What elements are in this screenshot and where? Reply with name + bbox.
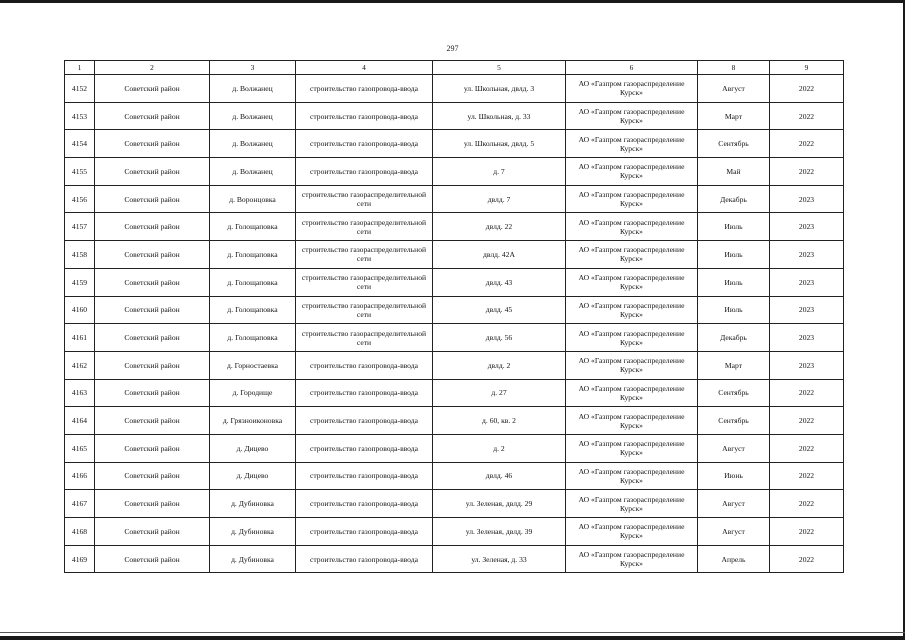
organization-cell: АО «Газпром газораспределение Курск»	[566, 407, 698, 435]
locality-cell: д. Волжанец	[210, 75, 296, 103]
year-cell: 2022	[770, 518, 844, 546]
year-cell: 2022	[770, 75, 844, 103]
month-cell: Август	[698, 490, 770, 518]
work-type-cell: строительство газопровода-ввода	[296, 545, 433, 573]
organization-cell: АО «Газпром газораспределение Курск»	[566, 102, 698, 130]
district-cell: Советский район	[95, 75, 210, 103]
work-type-cell: строительство газораспределительной сети	[296, 324, 433, 352]
table-row	[65, 545, 844, 573]
work-type-cell: строительство газопровода-ввода	[296, 434, 433, 462]
column-header: 9	[770, 61, 844, 75]
table-row	[65, 130, 844, 158]
work-type-cell: строительство газопровода-ввода	[296, 75, 433, 103]
row-number-cell: 4169	[65, 545, 95, 573]
address-cell: ул. Зеленая, д. 33	[433, 545, 566, 573]
district-cell: Советский район	[95, 518, 210, 546]
table-row	[65, 324, 844, 352]
district-cell: Советский район	[95, 407, 210, 435]
month-cell: Август	[698, 434, 770, 462]
month-cell: Сентябрь	[698, 379, 770, 407]
address-cell: д. 27	[433, 379, 566, 407]
locality-cell: д. Голощаповка	[210, 213, 296, 241]
row-number-cell: 4163	[65, 379, 95, 407]
work-type-cell: строительство газопровода-ввода	[296, 462, 433, 490]
address-cell: д. 2	[433, 434, 566, 462]
district-cell: Советский район	[95, 185, 210, 213]
address-cell: ул. Школьная, д. 33	[433, 102, 566, 130]
table-row	[65, 490, 844, 518]
year-cell: 2022	[770, 407, 844, 435]
district-cell: Советский район	[95, 241, 210, 269]
table-row	[65, 296, 844, 324]
address-cell: двлд. 42А	[433, 241, 566, 269]
organization-cell: АО «Газпром газораспределение Курск»	[566, 324, 698, 352]
locality-cell: д. Волжанец	[210, 158, 296, 186]
work-type-cell: строительство газораспределительной сети	[296, 296, 433, 324]
header-row	[65, 61, 844, 75]
locality-cell: д. Воронцовка	[210, 185, 296, 213]
address-cell: д. 60, кв. 2	[433, 407, 566, 435]
month-cell: Декабрь	[698, 185, 770, 213]
year-cell: 2022	[770, 158, 844, 186]
table-row	[65, 351, 844, 379]
year-cell: 2022	[770, 102, 844, 130]
address-cell: двлд. 43	[433, 268, 566, 296]
column-header: 1	[65, 61, 95, 75]
work-type-cell: строительство газопровода-ввода	[296, 158, 433, 186]
locality-cell: д. Дубиновка	[210, 545, 296, 573]
work-type-cell: строительство газораспределительной сети	[296, 241, 433, 269]
row-number-cell: 4157	[65, 213, 95, 241]
row-number-cell: 4152	[65, 75, 95, 103]
organization-cell: АО «Газпром газораспределение Курск»	[566, 185, 698, 213]
table-row	[65, 407, 844, 435]
district-cell: Советский район	[95, 130, 210, 158]
locality-cell: д. Волжанец	[210, 102, 296, 130]
work-type-cell: строительство газопровода-ввода	[296, 351, 433, 379]
locality-cell: д. Дубиновка	[210, 490, 296, 518]
organization-cell: АО «Газпром газораспределение Курск»	[566, 490, 698, 518]
row-number-cell: 4165	[65, 434, 95, 462]
address-cell: двлд. 45	[433, 296, 566, 324]
year-cell: 2023	[770, 324, 844, 352]
year-cell: 2022	[770, 434, 844, 462]
month-cell: Август	[698, 75, 770, 103]
page-number: 297	[446, 44, 459, 53]
year-cell: 2023	[770, 241, 844, 269]
month-cell: Март	[698, 102, 770, 130]
month-cell: Август	[698, 518, 770, 546]
column-header: 2	[95, 61, 210, 75]
work-type-cell: строительство газопровода-ввода	[296, 130, 433, 158]
year-cell: 2022	[770, 130, 844, 158]
organization-cell: АО «Газпром газораспределение Курск»	[566, 75, 698, 103]
address-cell: ул. Зеленая, двлд. 29	[433, 490, 566, 518]
row-number-cell: 4162	[65, 351, 95, 379]
month-cell: Июль	[698, 296, 770, 324]
row-number-cell: 4158	[65, 241, 95, 269]
work-type-cell: строительство газопровода-ввода	[296, 490, 433, 518]
year-cell: 2022	[770, 490, 844, 518]
district-cell: Советский район	[95, 351, 210, 379]
address-cell: ул. Школьная, двлд. 3	[433, 75, 566, 103]
scan-border-top	[0, 0, 905, 3]
organization-cell: АО «Газпром газораспределение Курск»	[566, 241, 698, 269]
year-cell: 2023	[770, 185, 844, 213]
year-cell: 2023	[770, 296, 844, 324]
column-header: 6	[566, 61, 698, 75]
district-cell: Советский район	[95, 324, 210, 352]
work-type-cell: строительство газопровода-ввода	[296, 407, 433, 435]
row-number-cell: 4159	[65, 268, 95, 296]
district-cell: Советский район	[95, 379, 210, 407]
district-cell: Советский район	[95, 158, 210, 186]
organization-cell: АО «Газпром газораспределение Курск»	[566, 545, 698, 573]
organization-cell: АО «Газпром газораспределение Курск»	[566, 351, 698, 379]
row-number-cell: 4155	[65, 158, 95, 186]
month-cell: Июль	[698, 213, 770, 241]
row-number-cell: 4154	[65, 130, 95, 158]
year-cell: 2023	[770, 213, 844, 241]
organization-cell: АО «Газпром газораспределение Курск»	[566, 130, 698, 158]
month-cell: Июль	[698, 241, 770, 269]
column-header: 4	[296, 61, 433, 75]
month-cell: Декабрь	[698, 324, 770, 352]
scan-border-bottom	[0, 636, 905, 640]
table-row	[65, 434, 844, 462]
organization-cell: АО «Газпром газораспределение Курск»	[566, 434, 698, 462]
month-cell: Май	[698, 158, 770, 186]
locality-cell: д. Грязноиконовка	[210, 407, 296, 435]
district-cell: Советский район	[95, 268, 210, 296]
organization-cell: АО «Газпром газораспределение Курск»	[566, 379, 698, 407]
work-type-cell: строительство газопровода-ввода	[296, 518, 433, 546]
locality-cell: д. Голощаповка	[210, 296, 296, 324]
gasification-table	[64, 60, 844, 573]
month-cell: Сентябрь	[698, 407, 770, 435]
address-cell: двлд. 7	[433, 185, 566, 213]
table-row	[65, 213, 844, 241]
work-type-cell: строительство газораспределительной сети	[296, 213, 433, 241]
locality-cell: д. Дицево	[210, 462, 296, 490]
month-cell: Июль	[698, 268, 770, 296]
table-row	[65, 75, 844, 103]
locality-cell: д. Городище	[210, 379, 296, 407]
table-row	[65, 518, 844, 546]
table-row	[65, 462, 844, 490]
district-cell: Советский район	[95, 434, 210, 462]
locality-cell: д. Голощаповка	[210, 241, 296, 269]
row-number-cell: 4156	[65, 185, 95, 213]
organization-cell: АО «Газпром газораспределение Курск»	[566, 268, 698, 296]
organization-cell: АО «Газпром газораспределение Курск»	[566, 158, 698, 186]
table-body	[65, 75, 844, 573]
row-number-cell: 4153	[65, 102, 95, 130]
district-cell: Советский район	[95, 296, 210, 324]
locality-cell: д. Голощаповка	[210, 324, 296, 352]
work-type-cell: строительство газопровода-ввода	[296, 102, 433, 130]
work-type-cell: строительство газопровода-ввода	[296, 379, 433, 407]
locality-cell: д. Горностаевка	[210, 351, 296, 379]
column-header: 3	[210, 61, 296, 75]
year-cell: 2022	[770, 379, 844, 407]
table-row	[65, 158, 844, 186]
row-number-cell: 4160	[65, 296, 95, 324]
scan-border-bottom-thin	[0, 632, 905, 633]
organization-cell: АО «Газпром газораспределение Курск»	[566, 213, 698, 241]
table-row	[65, 241, 844, 269]
address-cell: ул. Зеленая, двлд. 39	[433, 518, 566, 546]
table-row	[65, 102, 844, 130]
row-number-cell: 4161	[65, 324, 95, 352]
address-cell: двлд. 22	[433, 213, 566, 241]
column-header: 5	[433, 61, 566, 75]
column-header: 8	[698, 61, 770, 75]
month-cell: Сентябрь	[698, 130, 770, 158]
month-cell: Март	[698, 351, 770, 379]
table-row	[65, 185, 844, 213]
district-cell: Советский район	[95, 462, 210, 490]
row-number-cell: 4167	[65, 490, 95, 518]
address-cell: двлд. 46	[433, 462, 566, 490]
work-type-cell: строительство газораспределительной сети	[296, 268, 433, 296]
row-number-cell: 4164	[65, 407, 95, 435]
row-number-cell: 4166	[65, 462, 95, 490]
address-cell: ул. Школьная, двлд. 5	[433, 130, 566, 158]
month-cell: Апрель	[698, 545, 770, 573]
work-type-cell: строительство газораспределительной сети	[296, 185, 433, 213]
table-row	[65, 268, 844, 296]
organization-cell: АО «Газпром газораспределение Курск»	[566, 462, 698, 490]
year-cell: 2022	[770, 462, 844, 490]
month-cell: Июнь	[698, 462, 770, 490]
district-cell: Советский район	[95, 490, 210, 518]
district-cell: Советский район	[95, 213, 210, 241]
year-cell: 2023	[770, 351, 844, 379]
organization-cell: АО «Газпром газораспределение Курск»	[566, 296, 698, 324]
district-cell: Советский район	[95, 545, 210, 573]
address-cell: двлд. 56	[433, 324, 566, 352]
organization-cell: АО «Газпром газораспределение Курск»	[566, 518, 698, 546]
row-number-cell: 4168	[65, 518, 95, 546]
locality-cell: д. Волжанец	[210, 130, 296, 158]
address-cell: д. 7	[433, 158, 566, 186]
year-cell: 2022	[770, 545, 844, 573]
year-cell: 2023	[770, 268, 844, 296]
table-row	[65, 379, 844, 407]
locality-cell: д. Дицево	[210, 434, 296, 462]
address-cell: двлд. 2	[433, 351, 566, 379]
locality-cell: д. Голощаповка	[210, 268, 296, 296]
locality-cell: д. Дубиновка	[210, 518, 296, 546]
district-cell: Советский район	[95, 102, 210, 130]
